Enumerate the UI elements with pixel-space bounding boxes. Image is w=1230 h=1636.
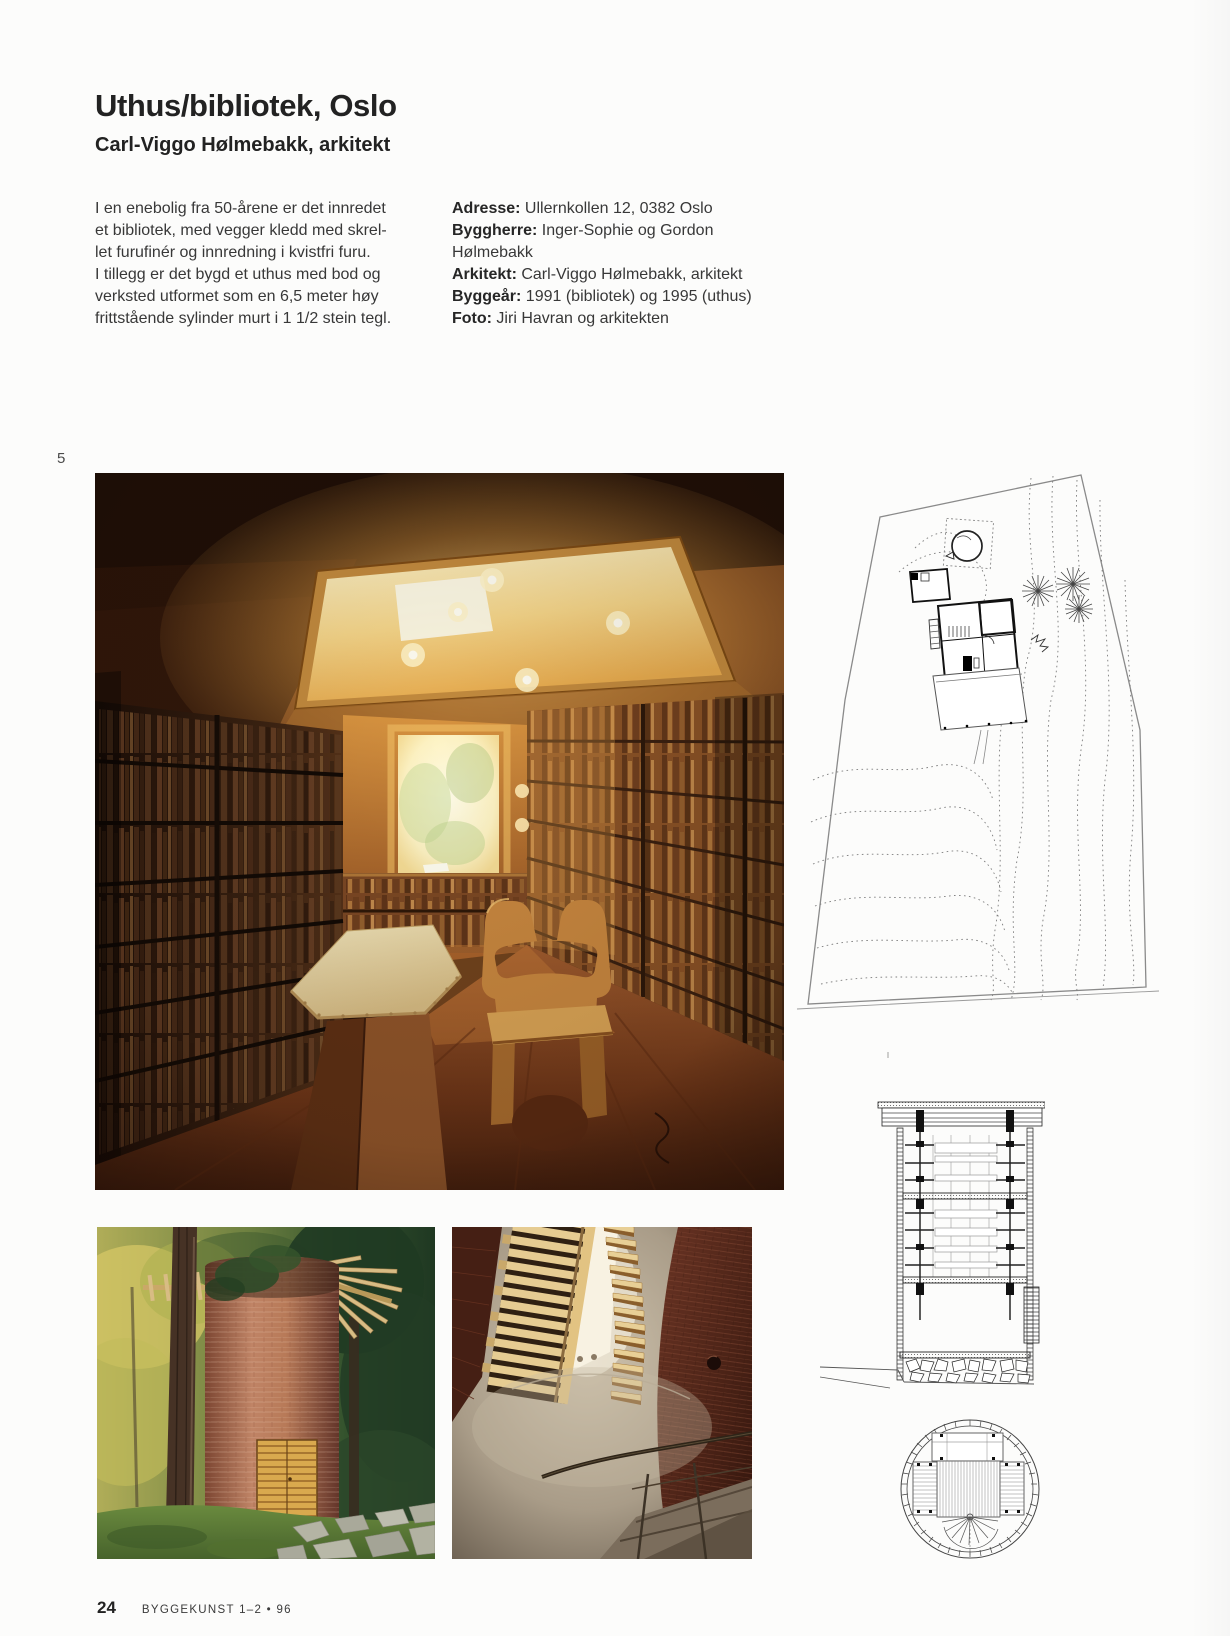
intro-paragraph (95, 198, 391, 330)
figure-number: 5 (57, 450, 66, 467)
fact-row (452, 308, 784, 330)
section-drawing (820, 1050, 1045, 1395)
tower-door (257, 1440, 317, 1520)
tower-interior-photo (452, 1227, 752, 1559)
fact-label: Foto: (452, 310, 492, 327)
intro-line: et bibliotek, med vegger kledd med skrel- (95, 222, 387, 239)
page-footer (97, 1598, 292, 1618)
intro-line: frittstående sylinder murt i 1 1/2 stein tegl. (95, 310, 392, 327)
fact-label: Adresse: (452, 200, 521, 217)
fact-value: Carl-Viggo Hølmebakk, arkitekt (516, 266, 743, 283)
fact-value: Jiri Havran og arkitekten (491, 310, 669, 327)
fact-label: Arkitekt: (452, 266, 517, 283)
brick-tower-photo (97, 1227, 435, 1559)
journal-title: BYGGEKUNST 1–2 • 96 (141, 1604, 292, 1616)
page-title: Uthus/bibliotek, Oslo (95, 88, 397, 123)
library-photo-art (95, 473, 784, 1190)
fact-row (452, 264, 784, 286)
fact-row (452, 286, 784, 308)
fact-value: Ullernkollen 12, 0382 Oslo (520, 200, 713, 217)
intro-line: I tillegg er det bygd et uthus med bod og (95, 266, 381, 283)
floor-plan-drawing (895, 1417, 1045, 1563)
intro-line: verksted utformet som en 6,5 meter høy (95, 288, 379, 305)
site-plan-drawing (795, 460, 1175, 1015)
fact-value: Inger-Sophie og Gordon Hølmebakk (452, 222, 714, 261)
fact-list (452, 198, 784, 330)
deck-hatch (937, 1461, 1000, 1517)
fact-label: Byggeår: (452, 288, 522, 305)
fact-value: 1991 (bibliotek) og 1995 (uthus) (521, 288, 752, 305)
library-interior-photo (95, 473, 784, 1190)
intro-line: let furufinér og innredning i kvistfri furu. (95, 244, 371, 261)
page-number: 24 (97, 1598, 116, 1617)
fact-label: Byggherre: (452, 222, 538, 239)
intro-line: I en enebolig fra 50-årene er det innredet (95, 200, 386, 217)
fact-row (452, 198, 784, 220)
page-subtitle: Carl-Viggo Hølmebakk, arkitekt (95, 134, 391, 156)
fact-row (452, 220, 784, 264)
